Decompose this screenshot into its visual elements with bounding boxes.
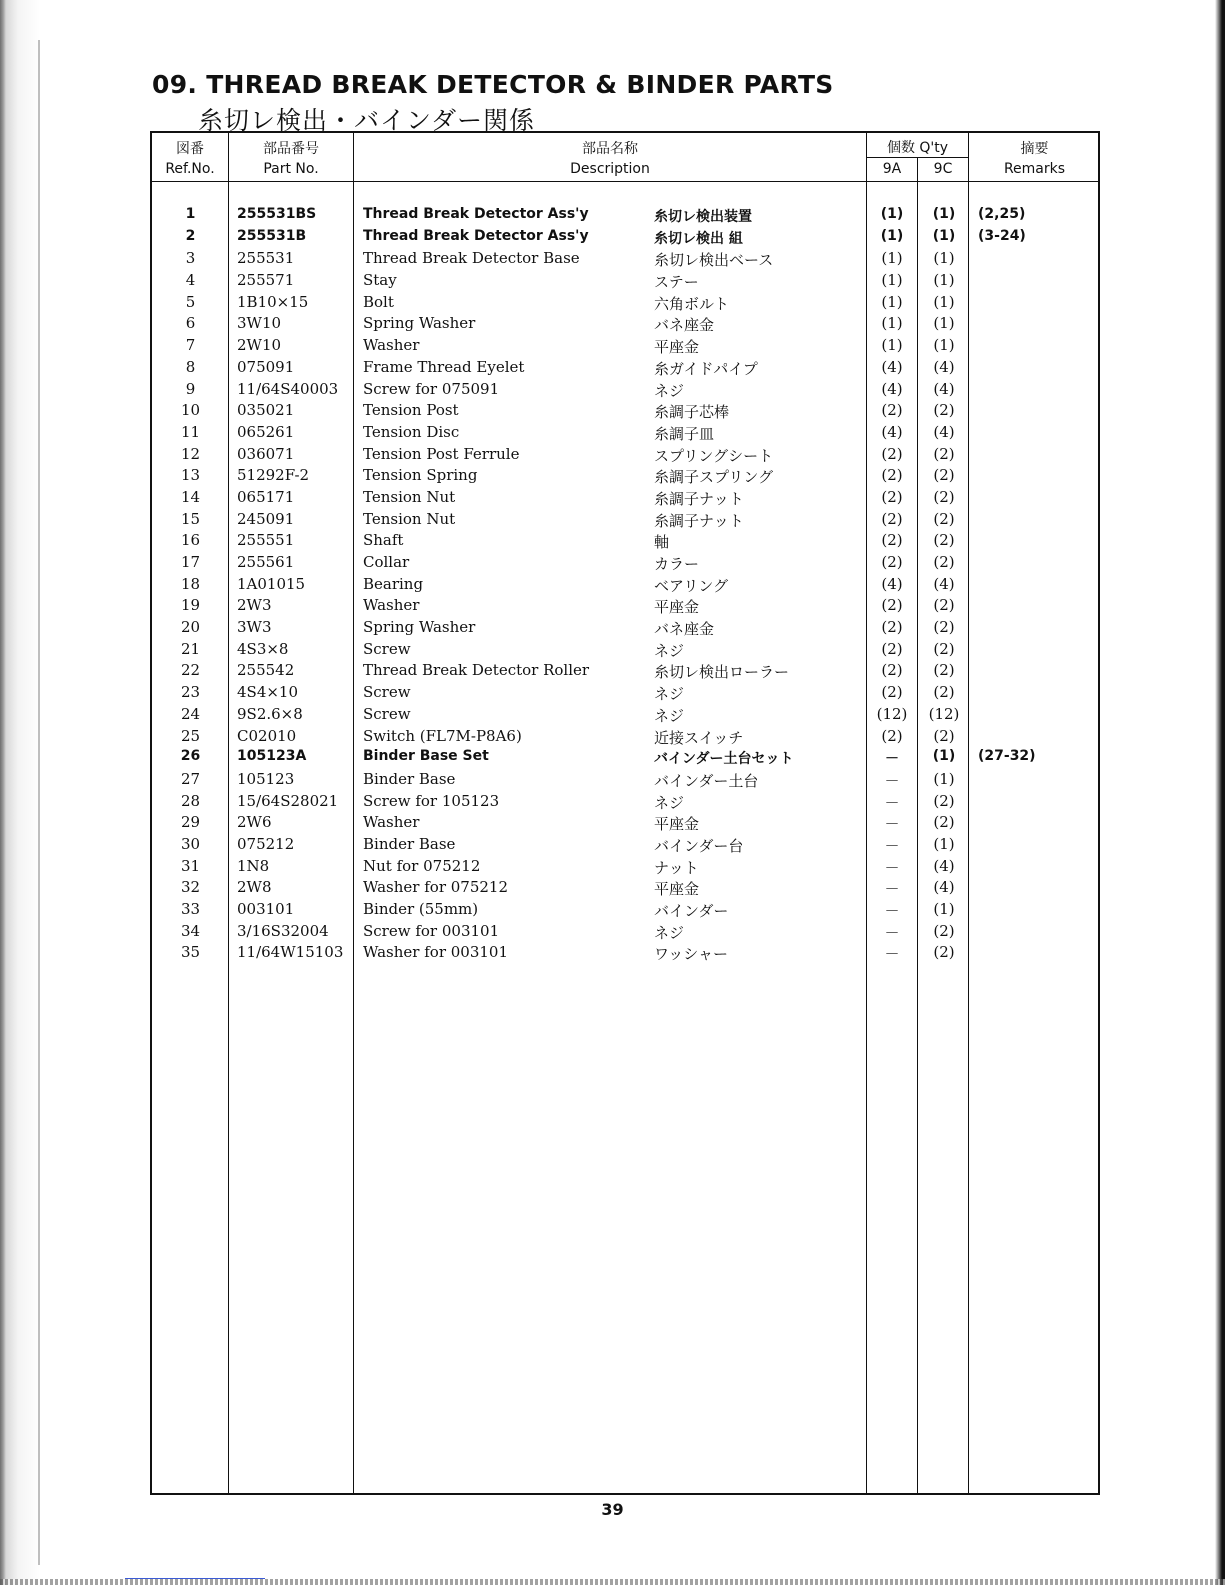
qty-9a-cell: (2) bbox=[881, 401, 903, 420]
description-jp-cell: バインダー土台セット bbox=[654, 751, 794, 768]
qty-9c-cell: (1) bbox=[933, 292, 955, 311]
qty-9c-cell: (4) bbox=[933, 422, 955, 441]
ref-no-cell: 31 bbox=[180, 856, 201, 875]
scan-underline-mark bbox=[125, 1578, 265, 1579]
part-no-cell: 075091 bbox=[237, 357, 295, 376]
description-jp-cell: ネジ bbox=[654, 641, 685, 660]
qty-9a-cell: (12) bbox=[876, 704, 908, 723]
qty-9c-cell: (2) bbox=[933, 618, 955, 637]
qty-9a-cell: (1) bbox=[881, 336, 903, 355]
qty-9c-cell: (4) bbox=[933, 357, 955, 376]
table-row bbox=[152, 356, 1102, 378]
qty-9a-cell: (2) bbox=[881, 596, 903, 615]
table-row bbox=[152, 312, 1102, 334]
ref-no-cell: 4 bbox=[185, 271, 196, 290]
ref-no-cell: 16 bbox=[180, 531, 201, 550]
qty-9a-cell: (2) bbox=[881, 726, 903, 745]
description-cell: Tension Nut bbox=[363, 487, 456, 506]
part-no-cell: 3W3 bbox=[237, 618, 272, 637]
description-cell: Frame Thread Eyelet bbox=[363, 357, 525, 376]
qty-9c-cell: (12) bbox=[928, 704, 960, 723]
table-row bbox=[152, 551, 1102, 573]
description-cell: Screw for 105123 bbox=[363, 791, 500, 810]
ref-no-cell: 10 bbox=[180, 401, 201, 420]
description-cell: Spring Washer bbox=[363, 618, 476, 637]
description-jp-cell: ネジ bbox=[654, 381, 685, 400]
description-cell: Shaft bbox=[363, 531, 404, 550]
description-cell: Collar bbox=[363, 553, 410, 571]
part-no-cell: 3/16S32004 bbox=[237, 921, 329, 940]
part-no-cell: 255561 bbox=[237, 553, 295, 571]
qty-9c-cell: (1) bbox=[932, 748, 956, 765]
page-edge-right bbox=[1215, 0, 1225, 1585]
table-row bbox=[152, 508, 1102, 530]
qty-9a-cell: (4) bbox=[881, 379, 903, 398]
qty-9a-cell: (2) bbox=[881, 639, 903, 658]
description-jp-cell: バネ座金 bbox=[654, 316, 715, 335]
description-cell: Washer for 003101 bbox=[363, 943, 509, 962]
ref-no-cell: 35 bbox=[180, 943, 201, 962]
qty-9c-cell: (2) bbox=[933, 726, 955, 745]
description-jp-cell: ステー bbox=[654, 273, 699, 292]
remarks-cell: (27-32) bbox=[978, 748, 1036, 765]
qty-9a-cell: (1) bbox=[881, 292, 903, 311]
qty-9c-cell: (1) bbox=[933, 336, 955, 355]
table-row bbox=[152, 681, 1102, 703]
qty-9a-cell: (1) bbox=[881, 271, 903, 290]
ref-no-cell: 21 bbox=[180, 639, 201, 658]
description-jp-cell: ネジ bbox=[654, 685, 685, 704]
part-no-cell: 255531BS bbox=[237, 206, 317, 222]
ref-no-cell: 17 bbox=[180, 553, 201, 571]
header-qty-9a: 9A bbox=[882, 161, 902, 177]
header-part-jp: 部品番号 bbox=[263, 141, 319, 157]
ref-no-cell: 22 bbox=[180, 661, 201, 680]
table-row bbox=[152, 421, 1102, 443]
description-cell: Thread Break Detector Base bbox=[363, 249, 580, 268]
qty-9a-cell: － bbox=[884, 902, 900, 920]
table-row bbox=[152, 659, 1102, 681]
qty-9a-cell: (4) bbox=[881, 422, 903, 441]
table-row bbox=[152, 334, 1102, 356]
description-jp-cell: 糸調子ナット bbox=[654, 489, 744, 508]
part-no-cell: 2W3 bbox=[237, 596, 272, 615]
qty-9c-cell: (2) bbox=[933, 596, 955, 615]
ref-no-cell: 23 bbox=[180, 683, 201, 702]
description-jp-cell: ネジ bbox=[654, 706, 685, 725]
qty-9a-cell: (1) bbox=[881, 314, 903, 333]
description-cell: Screw bbox=[363, 683, 411, 702]
ref-no-cell: 14 bbox=[180, 487, 201, 506]
qty-subheader-divider bbox=[866, 157, 968, 158]
description-jp-cell: バネ座金 bbox=[654, 620, 715, 639]
description-jp-cell: 糸ガイドパイプ bbox=[654, 359, 758, 378]
qty-9c-cell: (1) bbox=[933, 249, 955, 268]
part-no-cell: 255551 bbox=[237, 531, 295, 550]
description-cell: Thread Break Detector Ass'y bbox=[363, 227, 589, 244]
qty-9c-cell: (2) bbox=[933, 444, 955, 463]
page-binding-shadow bbox=[0, 0, 60, 1585]
page-number: 39 bbox=[601, 1500, 624, 1519]
description-cell: Washer bbox=[363, 596, 420, 615]
table-row bbox=[152, 399, 1102, 421]
qty-9a-cell: (4) bbox=[881, 574, 903, 593]
description-jp-cell: カラー bbox=[654, 555, 700, 573]
description-cell: Screw bbox=[363, 639, 411, 658]
table-row bbox=[152, 833, 1102, 855]
description-cell: Binder (55mm) bbox=[363, 900, 479, 918]
qty-9a-cell: (2) bbox=[881, 487, 903, 506]
ref-no-cell: 19 bbox=[180, 596, 201, 615]
description-jp-cell: ネジ bbox=[654, 923, 685, 942]
header-ref-en: Ref.No. bbox=[165, 161, 215, 177]
qty-9c-cell: (2) bbox=[933, 401, 955, 420]
description-jp-cell: ナット bbox=[654, 858, 699, 877]
ref-no-cell: 20 bbox=[180, 618, 201, 637]
ref-no-cell: 28 bbox=[180, 791, 201, 810]
description-jp-cell: ベアリング bbox=[654, 576, 729, 595]
qty-9c-cell: (2) bbox=[933, 683, 955, 702]
table-row bbox=[152, 941, 1102, 963]
binding-fold-line bbox=[38, 40, 40, 1565]
table-row bbox=[152, 464, 1102, 486]
table-row bbox=[152, 529, 1102, 551]
qty-9a-cell: － bbox=[884, 836, 900, 855]
qty-9a-cell: (1) bbox=[881, 249, 903, 268]
header-desc-jp: 部品名称 bbox=[582, 141, 638, 157]
table-row bbox=[152, 291, 1102, 313]
qty-9c-cell: (2) bbox=[933, 813, 955, 832]
qty-9a-cell: － bbox=[884, 771, 900, 790]
qty-9a-cell: － bbox=[884, 815, 900, 834]
table-row bbox=[152, 703, 1102, 725]
table-row bbox=[152, 876, 1102, 898]
description-cell: Nut for 075212 bbox=[363, 856, 481, 875]
description-jp-cell: 糸切レ検出 組 bbox=[654, 230, 743, 247]
ref-no-cell: 5 bbox=[185, 292, 196, 311]
qty-9a-cell: － bbox=[884, 923, 900, 942]
qty-9c-cell: (2) bbox=[933, 466, 955, 485]
table-row bbox=[152, 790, 1102, 812]
ref-no-cell: 34 bbox=[180, 921, 201, 940]
description-jp-cell: 平座金 bbox=[654, 338, 700, 357]
table-row bbox=[152, 204, 1102, 226]
description-jp-cell: 糸調子ナット bbox=[654, 511, 744, 530]
table-row bbox=[152, 898, 1102, 920]
table-row bbox=[152, 855, 1102, 877]
part-no-cell: 1N8 bbox=[237, 856, 270, 875]
table-row bbox=[152, 811, 1102, 833]
description-jp-cell: バインダー bbox=[654, 902, 729, 920]
qty-9c-cell: (4) bbox=[933, 379, 955, 398]
table-row bbox=[152, 247, 1102, 269]
qty-9c-cell: (1) bbox=[933, 769, 955, 788]
qty-9a-cell: (2) bbox=[881, 444, 903, 463]
table-row bbox=[152, 269, 1102, 291]
qty-9a-cell: － bbox=[884, 945, 900, 964]
ref-no-cell: 2 bbox=[185, 227, 196, 244]
description-cell: Tension Post Ferrule bbox=[363, 444, 520, 463]
description-cell: Switch (FL7M-P8A6) bbox=[363, 726, 522, 745]
description-jp-cell: 糸切レ検出ベース bbox=[654, 251, 774, 270]
qty-9a-cell: (2) bbox=[881, 683, 903, 702]
description-cell: Spring Washer bbox=[363, 314, 476, 333]
table-row bbox=[152, 443, 1102, 465]
qty-9c-cell: (2) bbox=[933, 661, 955, 680]
description-cell: Thread Break Detector Ass'y bbox=[363, 206, 589, 222]
header-remarks-en: Remarks bbox=[1003, 161, 1066, 177]
table-row bbox=[152, 226, 1102, 248]
ref-no-cell: 26 bbox=[180, 748, 201, 765]
qty-9a-cell: (2) bbox=[881, 466, 903, 485]
ref-no-cell: 27 bbox=[180, 769, 201, 788]
page-title-japanese: 糸切レ検出・バインダー関係 bbox=[198, 106, 536, 135]
ref-no-cell: 33 bbox=[180, 900, 201, 918]
header-remarks-jp: 摘要 bbox=[1020, 141, 1049, 157]
table-row bbox=[152, 616, 1102, 638]
description-jp-cell: 糸調子スプリング bbox=[654, 468, 774, 487]
ref-no-cell: 7 bbox=[185, 336, 196, 355]
description-cell: Screw bbox=[363, 704, 411, 723]
description-jp-cell: バインダー台 bbox=[654, 836, 744, 855]
part-no-cell: 035021 bbox=[237, 401, 295, 420]
part-no-cell: 245091 bbox=[237, 509, 295, 528]
ref-no-cell: 9 bbox=[185, 379, 196, 398]
part-no-cell: 1B10×15 bbox=[237, 292, 309, 311]
part-no-cell: 2W8 bbox=[237, 878, 272, 897]
parts-table bbox=[150, 131, 1100, 1495]
qty-9c-cell: (1) bbox=[932, 206, 956, 222]
description-jp-cell: 平座金 bbox=[654, 880, 700, 899]
description-jp-cell: 軸 bbox=[654, 533, 670, 552]
part-no-cell: 9S2.6×8 bbox=[237, 704, 303, 723]
header-ref-jp: 図番 bbox=[176, 141, 204, 157]
part-no-cell: 4S4×10 bbox=[237, 683, 299, 702]
remarks-cell: (2,25) bbox=[978, 206, 1026, 222]
ref-no-cell: 6 bbox=[185, 314, 196, 333]
qty-9c-cell: (2) bbox=[933, 509, 955, 528]
part-no-cell: 15/64S28021 bbox=[237, 791, 339, 810]
ref-no-cell: 32 bbox=[180, 878, 201, 897]
qty-9c-cell: (1) bbox=[933, 900, 955, 918]
ref-no-cell: 8 bbox=[185, 357, 196, 376]
qty-9a-cell: (1) bbox=[880, 206, 904, 222]
table-row bbox=[152, 378, 1102, 400]
part-no-cell: 255531 bbox=[237, 249, 295, 268]
description-jp-cell: ネジ bbox=[654, 793, 685, 812]
qty-9a-cell: (2) bbox=[881, 661, 903, 680]
part-no-cell: 003101 bbox=[237, 900, 295, 918]
qty-9a-cell: － bbox=[884, 858, 900, 877]
ref-no-cell: 15 bbox=[180, 509, 201, 528]
description-jp-cell: 糸切レ検出装置 bbox=[654, 209, 752, 225]
qty-9a-cell: (2) bbox=[881, 509, 903, 528]
qty-9a-cell: － bbox=[884, 793, 900, 812]
qty-9c-cell: (2) bbox=[933, 553, 955, 571]
description-jp-cell: 近接スイッチ bbox=[654, 728, 744, 747]
part-no-cell: C02010 bbox=[237, 726, 297, 745]
description-jp-cell: バインダー土台 bbox=[654, 771, 759, 790]
description-cell: Washer bbox=[363, 813, 420, 832]
description-cell: Tension Disc bbox=[363, 422, 460, 441]
part-no-cell: 2W10 bbox=[237, 336, 282, 355]
part-no-cell: 4S3×8 bbox=[237, 639, 289, 658]
table-row bbox=[152, 725, 1102, 747]
qty-9c-cell: (2) bbox=[933, 531, 955, 550]
description-jp-cell: 六角ボルト bbox=[654, 294, 730, 313]
part-no-cell: 065261 bbox=[237, 422, 295, 441]
description-cell: Bolt bbox=[363, 292, 394, 311]
page-title: 09. THREAD BREAK DETECTOR & BINDER PARTS bbox=[152, 70, 834, 99]
parts-list bbox=[152, 204, 1102, 963]
qty-9a-cell: (1) bbox=[880, 227, 904, 244]
qty-9c-cell: (1) bbox=[933, 314, 955, 333]
qty-9c-cell: (2) bbox=[933, 921, 955, 940]
part-no-cell: 036071 bbox=[237, 444, 295, 463]
part-no-cell: 3W10 bbox=[237, 314, 282, 333]
part-no-cell: 105123A bbox=[237, 748, 307, 765]
header-desc-en: Description bbox=[570, 161, 650, 177]
ref-no-cell: 13 bbox=[180, 466, 201, 485]
description-cell: Thread Break Detector Roller bbox=[363, 661, 590, 680]
part-no-cell: 2W6 bbox=[237, 813, 272, 832]
header-part-en: Part No. bbox=[263, 161, 319, 177]
part-no-cell: 105123 bbox=[237, 769, 295, 788]
qty-9c-cell: (2) bbox=[933, 487, 955, 506]
qty-9c-cell: (1) bbox=[933, 834, 955, 853]
table-row bbox=[152, 638, 1102, 660]
description-jp-cell: 平座金 bbox=[654, 598, 700, 617]
part-no-cell: 51292F-2 bbox=[237, 466, 310, 485]
scan-edge-bottom bbox=[0, 1579, 1225, 1585]
part-no-cell: 255542 bbox=[237, 661, 295, 680]
qty-9c-cell: (1) bbox=[932, 227, 956, 244]
description-cell: Tension Spring bbox=[363, 466, 478, 485]
description-jp-cell: 糸調子皿 bbox=[654, 424, 715, 443]
description-cell: Washer for 075212 bbox=[363, 878, 509, 897]
part-no-cell: 11/64S40003 bbox=[237, 379, 339, 398]
description-cell: Binder Base bbox=[363, 834, 456, 853]
qty-9a-cell: (2) bbox=[881, 531, 903, 550]
qty-9c-cell: (4) bbox=[933, 856, 955, 875]
ref-no-cell: 24 bbox=[180, 704, 201, 723]
description-cell: Tension Post bbox=[363, 401, 459, 420]
qty-9c-cell: (2) bbox=[933, 639, 955, 658]
table-row bbox=[152, 746, 1102, 768]
ref-no-cell: 18 bbox=[180, 574, 201, 593]
ref-no-cell: 25 bbox=[180, 726, 201, 745]
part-no-cell: 1A01015 bbox=[237, 574, 306, 593]
table-row bbox=[152, 594, 1102, 616]
ref-no-cell: 12 bbox=[180, 444, 201, 463]
header-divider bbox=[152, 181, 1098, 182]
ref-no-cell: 3 bbox=[185, 249, 196, 268]
qty-9a-cell: (2) bbox=[881, 618, 903, 637]
remarks-cell: (3-24) bbox=[978, 227, 1026, 244]
qty-9a-cell: － bbox=[884, 880, 900, 899]
description-jp-cell: 平座金 bbox=[654, 815, 700, 834]
header-qty-9c: 9C bbox=[933, 161, 953, 177]
description-cell: Binder Base bbox=[363, 769, 456, 788]
description-jp-cell: ワッシャー bbox=[654, 945, 728, 964]
part-no-cell: 065171 bbox=[237, 487, 295, 506]
qty-9c-cell: (2) bbox=[933, 943, 955, 962]
ref-no-cell: 1 bbox=[185, 206, 196, 222]
qty-9c-cell: (2) bbox=[933, 791, 955, 810]
ref-no-cell: 30 bbox=[180, 834, 201, 853]
description-cell: Tension Nut bbox=[363, 509, 456, 528]
description-cell: Stay bbox=[363, 271, 397, 290]
table-row bbox=[152, 573, 1102, 595]
ref-no-cell: 29 bbox=[180, 813, 201, 832]
ref-no-cell: 11 bbox=[180, 422, 201, 441]
part-no-cell: 255531B bbox=[237, 227, 307, 244]
header-qty: 個数 Q'ty bbox=[886, 140, 949, 156]
qty-9c-cell: (4) bbox=[933, 878, 955, 897]
part-no-cell: 11/64W15103 bbox=[237, 943, 344, 962]
description-jp-cell: 糸調子芯棒 bbox=[654, 403, 730, 422]
description-jp-cell: 糸切レ検出ローラー bbox=[654, 663, 790, 682]
description-jp-cell: スプリングシート bbox=[654, 446, 774, 465]
description-cell: Binder Base Set bbox=[363, 748, 489, 765]
qty-9c-cell: (1) bbox=[933, 271, 955, 290]
part-no-cell: 075212 bbox=[237, 834, 295, 853]
qty-9a-cell: － bbox=[885, 751, 899, 768]
table-row bbox=[152, 486, 1102, 508]
description-cell: Screw for 003101 bbox=[363, 921, 500, 940]
description-cell: Bearing bbox=[363, 574, 424, 593]
qty-9a-cell: (4) bbox=[881, 357, 903, 376]
table-row bbox=[152, 768, 1102, 790]
description-cell: Washer bbox=[363, 336, 420, 355]
qty-9c-cell: (4) bbox=[933, 574, 955, 593]
description-cell: Screw for 075091 bbox=[363, 379, 500, 398]
qty-9a-cell: (2) bbox=[881, 553, 903, 571]
table-row bbox=[152, 920, 1102, 942]
part-no-cell: 255571 bbox=[237, 271, 295, 290]
